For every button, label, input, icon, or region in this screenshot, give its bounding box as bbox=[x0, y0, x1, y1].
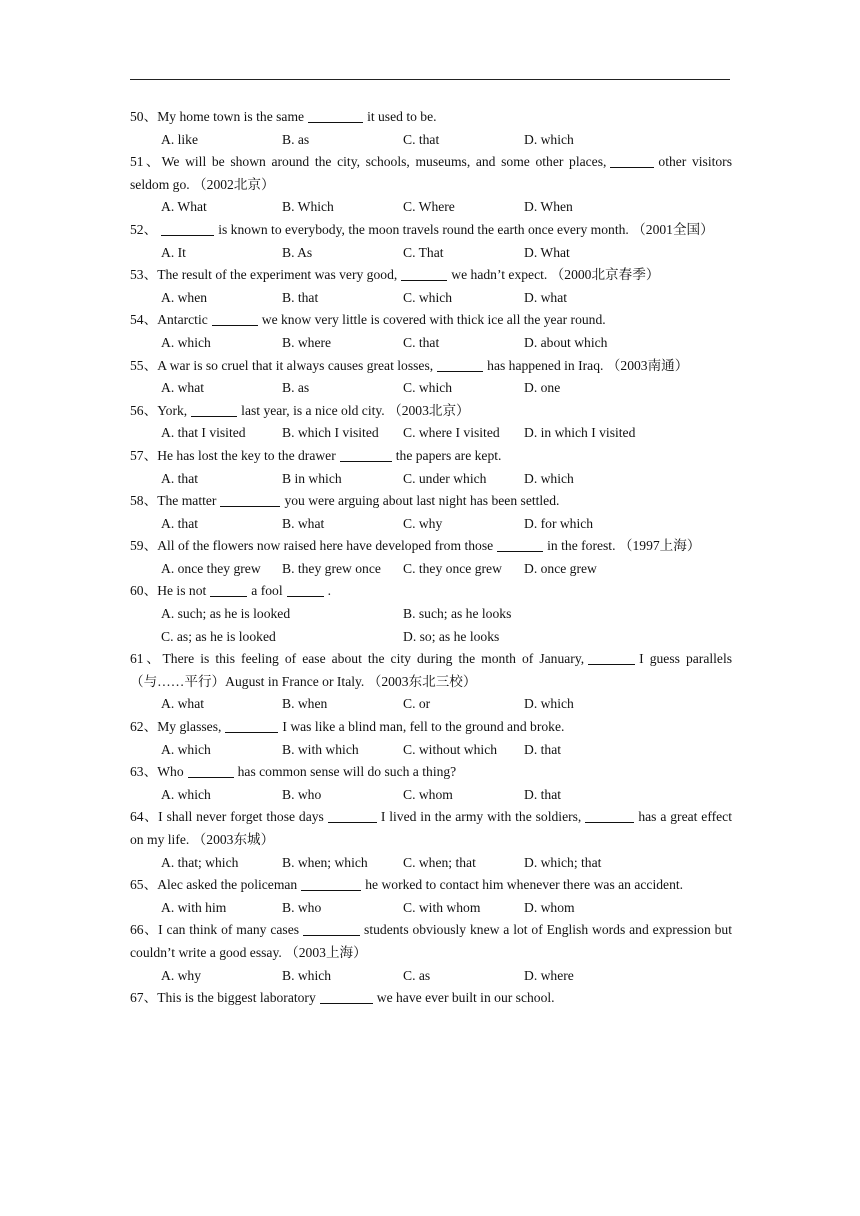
question-text: We will be shown around the city, schools, museums, and some other places, bbox=[161, 154, 607, 170]
question-text: He is not bbox=[157, 583, 207, 599]
option-c: C. that bbox=[403, 131, 440, 147]
question-text: he worked to contact him whenever there was an accident. bbox=[365, 877, 684, 893]
option-d: D. What bbox=[524, 244, 570, 260]
option-b: B. as bbox=[282, 380, 310, 396]
option-d: D. one bbox=[524, 380, 561, 396]
question-list bbox=[130, 106, 732, 1010]
question-55 bbox=[130, 355, 732, 378]
question-text: has common sense will do such a thing? bbox=[237, 764, 457, 780]
answer-blank bbox=[220, 492, 280, 507]
answer-blank bbox=[328, 808, 377, 823]
option-c: C. which bbox=[403, 289, 453, 305]
option-b: B. who bbox=[282, 899, 322, 915]
option-d: D. which bbox=[524, 131, 574, 147]
answer-blank bbox=[210, 582, 247, 597]
question-number: 52、 bbox=[130, 221, 158, 237]
question-text: . bbox=[327, 583, 332, 599]
option-c: C. why bbox=[403, 515, 443, 531]
question-text: it used to be. bbox=[367, 109, 437, 124]
question-56 bbox=[130, 400, 732, 423]
option-a: A. once they grew bbox=[161, 560, 261, 576]
question-text: I guess parallels（与……平行）August in France or Italy. （2003东北三校） bbox=[130, 651, 733, 689]
question-text: This is the biggest laboratory bbox=[157, 990, 316, 1006]
option-d: D. which; that bbox=[524, 854, 602, 870]
option-a: A. What bbox=[161, 199, 207, 215]
question-text: the papers are kept. bbox=[395, 447, 502, 463]
answer-blank bbox=[340, 447, 392, 462]
options-row bbox=[130, 196, 732, 219]
answer-blank bbox=[588, 650, 635, 665]
option-b: B. which I visited bbox=[282, 425, 379, 441]
answer-blank bbox=[161, 221, 214, 236]
option-b: B. when bbox=[282, 696, 328, 712]
option-a: A. that; which bbox=[161, 854, 239, 870]
question-60 bbox=[130, 580, 732, 603]
question-67 bbox=[130, 987, 732, 1010]
option-b: B. Which bbox=[282, 199, 334, 215]
answer-blank bbox=[191, 402, 237, 417]
header-rule bbox=[130, 79, 730, 80]
option-b: B. such; as he looks bbox=[403, 606, 512, 622]
options-row bbox=[130, 739, 732, 762]
answer-blank bbox=[188, 763, 234, 778]
question-number: 62、 bbox=[130, 719, 158, 735]
question-text: we have ever built in our school. bbox=[376, 990, 555, 1006]
option-c: C. under which bbox=[403, 470, 487, 486]
question-52 bbox=[130, 219, 732, 242]
option-c: C. That bbox=[403, 244, 444, 260]
question-number: 54、 bbox=[130, 312, 158, 328]
option-a: A. that bbox=[161, 515, 198, 531]
answer-blank bbox=[320, 989, 373, 1004]
options-row bbox=[130, 242, 732, 265]
option-c: C. where I visited bbox=[403, 425, 500, 441]
question-text: has happened in Iraq. （2003南通） bbox=[487, 357, 689, 373]
option-d: D. which bbox=[524, 470, 574, 486]
question-number: 66、 bbox=[130, 922, 159, 938]
option-b: B. they grew once bbox=[282, 560, 381, 576]
options-row bbox=[130, 603, 732, 626]
question-text: I can think of many cases bbox=[158, 922, 300, 938]
option-c: C. whom bbox=[403, 786, 453, 802]
option-b: B. what bbox=[282, 515, 325, 531]
option-c: C. when; that bbox=[403, 854, 476, 870]
question-number: 50、 bbox=[130, 109, 158, 124]
options-row bbox=[130, 422, 732, 445]
options-row bbox=[130, 332, 732, 355]
options-row bbox=[130, 468, 732, 491]
question-text: we hadn’t expect. （2000北京春季） bbox=[451, 267, 660, 283]
question-text: I lived in the army with the soldiers, bbox=[380, 809, 582, 825]
option-d: D. that bbox=[524, 741, 561, 757]
options-row bbox=[130, 558, 732, 581]
question-number: 56、 bbox=[130, 402, 158, 418]
question-text: York, bbox=[157, 402, 188, 418]
question-number: 61、 bbox=[130, 651, 163, 667]
question-text: He has lost the key to the drawer bbox=[157, 447, 336, 463]
question-65 bbox=[130, 874, 732, 897]
option-a: A. which bbox=[161, 786, 211, 802]
option-b: B. who bbox=[282, 786, 322, 802]
option-c: C. without which bbox=[403, 741, 498, 757]
option-d: D. which bbox=[524, 696, 574, 712]
question-62 bbox=[130, 716, 732, 739]
option-d: D. about which bbox=[524, 334, 608, 350]
answer-blank bbox=[308, 108, 363, 123]
answer-blank bbox=[437, 357, 483, 372]
option-c: C. as; as he is looked bbox=[161, 628, 276, 644]
option-c: C. with whom bbox=[403, 899, 481, 915]
option-a: A. such; as he is looked bbox=[161, 606, 291, 622]
option-a: A. why bbox=[161, 967, 202, 983]
options-row bbox=[130, 784, 732, 807]
option-a: A. It bbox=[161, 244, 186, 260]
option-b: B. as bbox=[282, 131, 310, 147]
option-d: D. for which bbox=[524, 515, 594, 531]
option-c: C. which bbox=[403, 380, 453, 396]
option-b: B. when; which bbox=[282, 854, 368, 870]
question-number: 51、 bbox=[130, 154, 162, 170]
question-number: 55、 bbox=[130, 357, 158, 373]
question-text: I was like a blind man, fell to the ground and broke. bbox=[282, 719, 565, 735]
option-a: A. that I visited bbox=[161, 425, 246, 441]
option-d: D. When bbox=[524, 199, 573, 215]
question-number: 53、 bbox=[130, 267, 158, 283]
question-text: other visitors seldom go. （2002北京） bbox=[130, 154, 732, 192]
options-row bbox=[130, 693, 732, 716]
answer-blank bbox=[287, 582, 324, 597]
question-text: There is this feeling of ease about the city during the month of January, bbox=[162, 651, 585, 667]
question-text: I shall never forget those days bbox=[158, 809, 324, 825]
question-text: is known to everybody, the moon travels round the earth once every month. （2001全国） bbox=[218, 221, 714, 237]
options-row bbox=[130, 377, 732, 400]
question-number: 60、 bbox=[130, 583, 158, 599]
option-c: C. as bbox=[403, 967, 431, 983]
question-number: 64、 bbox=[130, 809, 159, 825]
option-a: A. with him bbox=[161, 899, 227, 915]
option-d: D. so; as he looks bbox=[403, 628, 500, 644]
question-number: 63、 bbox=[130, 764, 158, 780]
question-text: My glasses, bbox=[157, 719, 222, 735]
option-d: D. once grew bbox=[524, 560, 597, 576]
options-row bbox=[130, 287, 732, 310]
option-c: C. that bbox=[403, 334, 440, 350]
options-row bbox=[130, 897, 732, 920]
option-d: D. where bbox=[524, 967, 574, 983]
option-b: B in which bbox=[282, 470, 342, 486]
question-text: A war is so cruel that it always causes great losses, bbox=[157, 357, 434, 373]
option-d: D. that bbox=[524, 786, 561, 802]
answer-blank bbox=[401, 266, 447, 281]
question-number: 59、 bbox=[130, 538, 158, 554]
answer-blank bbox=[497, 537, 543, 552]
question-53 bbox=[130, 264, 732, 287]
question-text: last year, is a nice old city. （2003北京） bbox=[241, 402, 470, 418]
question-text: The result of the experiment was very good, bbox=[157, 267, 398, 283]
question-64 bbox=[130, 806, 732, 851]
question-66 bbox=[130, 919, 732, 964]
question-number: 65、 bbox=[130, 877, 158, 893]
answer-blank bbox=[212, 311, 258, 326]
option-a: A. that bbox=[161, 470, 198, 486]
option-b: B. As bbox=[282, 244, 313, 260]
question-number: 67、 bbox=[130, 990, 158, 1006]
question-number: 58、 bbox=[130, 493, 158, 509]
question-58 bbox=[130, 490, 732, 513]
option-a: A. which bbox=[161, 741, 211, 757]
question-57 bbox=[130, 445, 732, 468]
option-a: A. what bbox=[161, 696, 205, 712]
option-c: C. Where bbox=[403, 199, 455, 215]
question-text: has a great effect on my life. （2003东城） bbox=[130, 809, 732, 847]
option-d: D. in which I visited bbox=[524, 425, 636, 441]
answer-blank bbox=[303, 921, 360, 936]
options-row bbox=[130, 129, 732, 152]
option-c: C. or bbox=[403, 696, 431, 712]
question-text: we know very little is covered with thick ice all the year round. bbox=[261, 312, 606, 328]
question-59 bbox=[130, 535, 732, 558]
question-text: My home town is the same bbox=[157, 109, 305, 124]
option-d: D. whom bbox=[524, 899, 575, 915]
answer-blank bbox=[225, 718, 278, 733]
question-51 bbox=[130, 151, 732, 196]
option-a: A. which bbox=[161, 334, 211, 350]
option-b: B. that bbox=[282, 289, 319, 305]
question-50 bbox=[130, 106, 732, 129]
option-a: A. when bbox=[161, 289, 208, 305]
question-text: students obviously knew a lot of English words and expression but couldn’t write a good essay. （2003上海） bbox=[130, 922, 732, 960]
question-number: 57、 bbox=[130, 447, 158, 463]
options-row bbox=[130, 965, 732, 988]
answer-blank bbox=[585, 808, 634, 823]
option-a: A. like bbox=[161, 131, 198, 147]
option-a: A. what bbox=[161, 380, 205, 396]
option-d: D. what bbox=[524, 289, 568, 305]
question-text: Alec asked the policeman bbox=[157, 877, 298, 893]
option-b: B. which bbox=[282, 967, 332, 983]
answer-blank bbox=[610, 153, 654, 168]
question-text: The matter bbox=[157, 493, 217, 509]
question-text: All of the flowers now raised here have developed from those bbox=[157, 538, 494, 554]
question-61 bbox=[130, 648, 732, 693]
question-text: Who bbox=[157, 764, 184, 780]
options-row bbox=[130, 513, 732, 536]
option-b: B. where bbox=[282, 334, 332, 350]
question-text: in the forest. （1997上海） bbox=[547, 538, 701, 554]
question-54 bbox=[130, 309, 732, 332]
question-text: you were arguing about last night has been settled. bbox=[284, 493, 560, 509]
question-text: Antarctic bbox=[157, 312, 208, 328]
option-c: C. they once grew bbox=[403, 560, 502, 576]
question-63 bbox=[130, 761, 732, 784]
answer-blank bbox=[301, 876, 361, 891]
options-row bbox=[130, 626, 732, 649]
option-b: B. with which bbox=[282, 741, 359, 757]
question-text: a fool bbox=[251, 583, 283, 599]
options-row bbox=[130, 852, 732, 875]
